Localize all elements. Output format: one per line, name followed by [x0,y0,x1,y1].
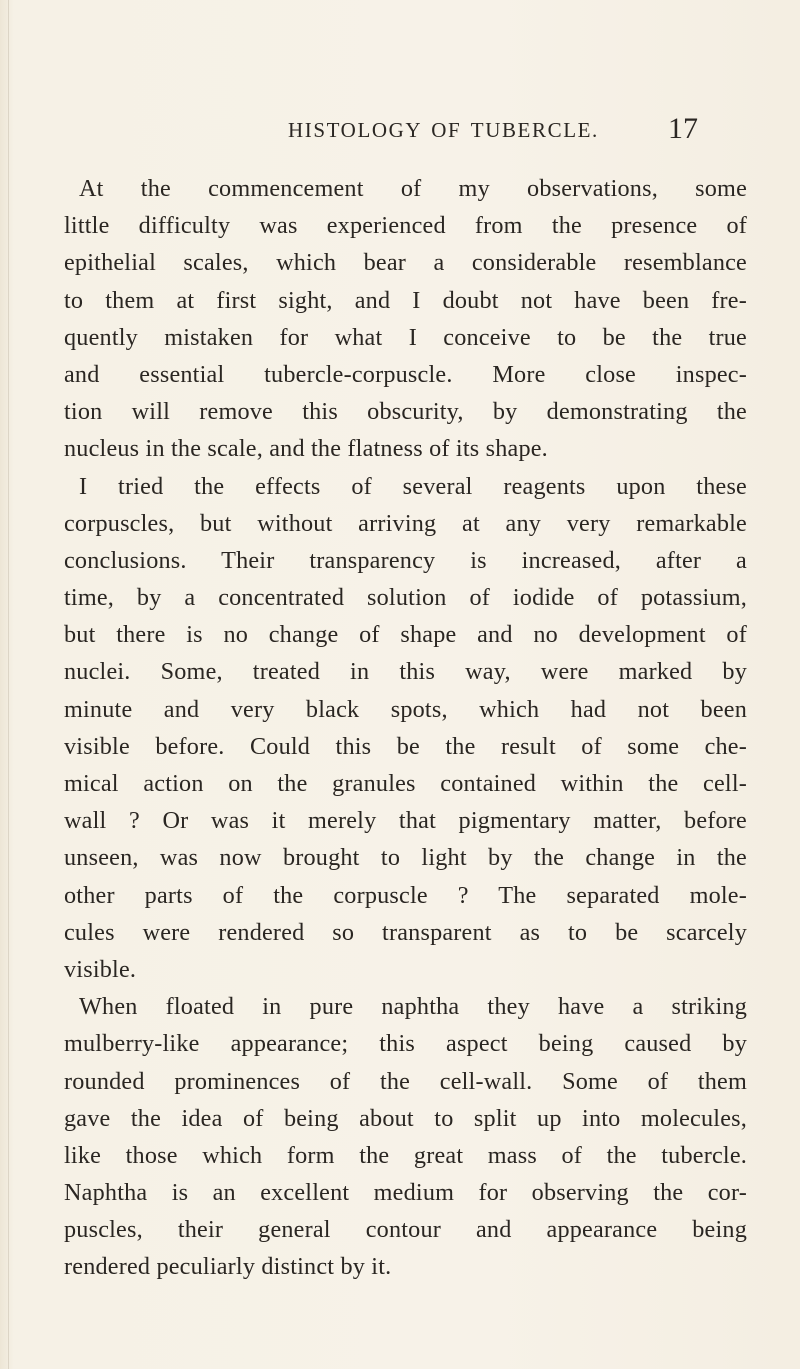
text-line: but there is no change of shape and no development of [64,621,747,649]
running-header [0,112,800,152]
text-line: unseen, was now brought to light by the change in the [64,844,747,872]
text-line: cules were rendered so transparent as to be scarcely [64,918,747,946]
text-line: time, by a concentrated solution of iodide of potassium, [64,584,747,612]
text-line: conclusions. Their transparency is increased, after a [64,546,747,574]
text-line: quently mistaken for what I conceive to be the true [64,323,747,351]
text-line: Naphtha is an excellent medium for observing the cor- [64,1179,747,1207]
text-line: and essential tubercle-corpuscle. More close inspec- [64,360,747,388]
text-line: like those which form the great mass of the tubercle. [64,1141,747,1169]
text-line: gave the idea of being about to split up into molecules, [64,1104,747,1132]
text-line: wall ? Or was it merely that pigmentary matter, before [64,807,747,835]
text-line: little difficulty was experienced from the presence of [64,212,747,240]
text-line: I tried the effects of several reagents upon these [79,472,747,500]
text-line: At the commencement of my observations, some [79,175,747,202]
text-line: mulberry-like appearance; this aspect being caused by [64,1030,747,1058]
running-title: HISTOLOGY OF TUBERCLE. [288,118,599,142]
text-line: visible before. Could this be the result of some che- [64,732,747,760]
text-line: rendered peculiarly distinct by it. [64,1253,392,1281]
page-gutter-edge [8,0,9,1369]
text-line: puscles, their general contour and appearance being [64,1216,747,1244]
text-line: to them at first sight, and I doubt not have been fre- [64,286,747,314]
text-line: nuclei. Some, treated in this way, were marked by [64,658,747,686]
text-line: other parts of the corpuscle ? The separated mole- [64,881,747,909]
text-line: When floated in pure naphtha they have a striking [79,993,747,1021]
text-line: nucleus in the scale, and the flatness of its shape. [64,435,548,463]
text-line: rounded prominences of the cell-wall. Some of them [64,1067,747,1095]
text-line: minute and very black spots, which had not been [64,695,747,723]
text-line: tion will remove this obscurity, by demonstrating the [64,398,747,426]
text-line: visible. [64,955,137,983]
text-line: mical action on the granules contained within the cell- [64,770,747,797]
page-number: 17 [668,112,698,145]
body-text [64,170,747,1286]
text-line: epithelial scales, which bear a considerable resemblance [64,249,747,277]
text-line: corpuscles, but without arriving at any very remarkable [64,509,747,537]
